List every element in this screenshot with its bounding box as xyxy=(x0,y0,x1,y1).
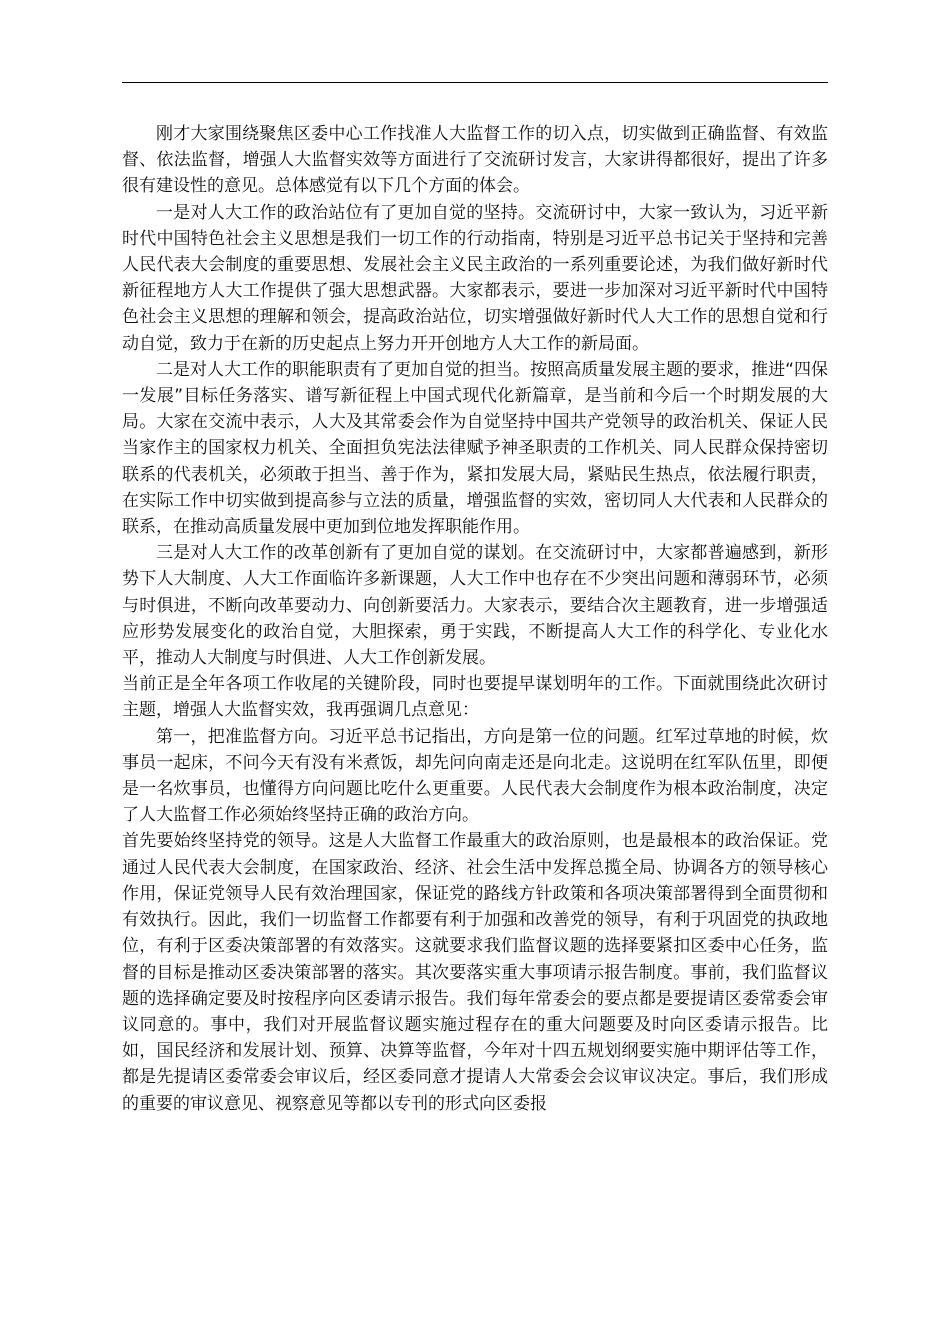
paragraph-first-opinion: 第一，把准监督方向。习近平总书记指出，方向是第一位的问题。红军过草地的时候，炊事员一起床，不问今天有没有米煮饭，却先问向南走还是向北走。这说明在红军队伍里，即便是一名炊事员，也懂得方向问题比吃什么更重要。人民代表大会制度作为根本政治制度，决定了人大监督工作必须始终坚持正确的政治方向。 xyxy=(122,726,828,826)
paragraph-intro: 刚才大家围绕聚焦区委中心工作找准人大监督工作的切入点，切实做到正确监督、有效监督、依法监督，增强人大监督实效等方面进行了交流研讨发言，大家讲得都很好，提出了许多很有建设性的意见。总体感觉有以下几个方面的体会。 xyxy=(122,124,828,197)
paragraph-point-two: 二是对人大工作的职能职责有了更加自觉的担当。按照高质量发展主题的要求，推进“四保一发展”目标任务落实、谱写新征程上中国式现代化新篇章，是当前和今后一个时期发展的大局。大家在交流中表示，人大及其常委会作为自觉坚持中国共产党领导的政治机关、保证人民当家作主的国家权力机关、全面担负宪法法律赋予神圣职责的工作机关、同人民群众保持密切联系的代表机关，必须敢于担当、善于作为，紧扣发展大局，紧贴民生热点，依法履行职责，在实际工作中切实做到提高参与立法的质量，增强监督的实效，密切同人大代表和人民群众的联系，在推动高质量发展中更加到位地发挥职能作用。 xyxy=(122,359,828,538)
header-rule xyxy=(122,82,828,83)
paragraph-point-one: 一是对人大工作的政治站位有了更加自觉的坚持。交流研讨中，大家一致认为，习近平新时代中国特色社会主义思想是我们一切工作的行动指南，特别是习近平总书记关于坚持和完善人民代表大会制度的重要思想、发展社会主义民主政治的一系列重要论述，为我们做好新时代新征程地方人大工作提供了强大思想武器。大家都表示，要进一步加深对习近平新时代中国特色社会主义思想的理解和领会，提高政治站位，切实增强做好新时代人大工作的思想自觉和行动自觉，致力于在新的历史起点上努力开开创地方人大工作的新局面。 xyxy=(122,202,828,354)
paragraph-party-leadership: 首先要始终坚持党的领导。这是人大监督工作最重大的政治原则，也是最根本的政治保证。党通过人民代表大会制度，在国家政治、经济、社会生活中发挥总揽全局、协调各方的领导核心作用，保证党领导人民有效治理国家，保证党的路线方针政策和各项决策部署得到全面贯彻和有效执行。因此，我们一切监督工作都要有利于加强和改善党的领导，有利于巩固党的执政地位，有利于区委决策部署的有效落实。这就要求我们监督议题的选择要紧扣区委中心任务，监督的目标是推动区委决策部署的落实。其次要落实重大事项请示报告制度。事前，我们监督议题的选择确定要及时按程序向区委请示报告。我们每年常委会的要点都是要提请区委常委会审议同意的。事中，我们对开展监督议题实施过程存在的重大问题要及时向区委请示报告。比如，国民经济和发展计划、预算、决算等监督，今年对十四五规划纲要实施中期评估等工作，都是先提请区委常委会审议后，经区委同意才提请人大常委会会议审议决定。事后，我们形成的重要的审议意见、视察意见等都以专刊的形式向区委报 xyxy=(122,831,828,1114)
paragraph-point-three: 三是对人大工作的改革创新有了更加自觉的谋划。在交流研讨中，大家都普遍感到，新形势下人大制度、人大工作面临许多新课题，人大工作中也存在不少突出问题和薄弱环节，必须与时俱进，不断向改革要动力、向创新要活力。大家表示，要结合次主题教育，进一步增强适应形势发展变化的政治自觉，大胆探索，勇于实践，不断提高人大工作的科学化、专业化水平，推动人大制度与时俱进、人大工作创新发展。 xyxy=(122,543,828,669)
document-body xyxy=(122,121,828,1117)
paragraph-transition: 当前正是全年各项工作收尾的关键阶段，同时也要提早谋划明年的工作。下面就围绕此次研讨主题，增强人大监督实效，我再强调几点意见： xyxy=(122,674,828,721)
